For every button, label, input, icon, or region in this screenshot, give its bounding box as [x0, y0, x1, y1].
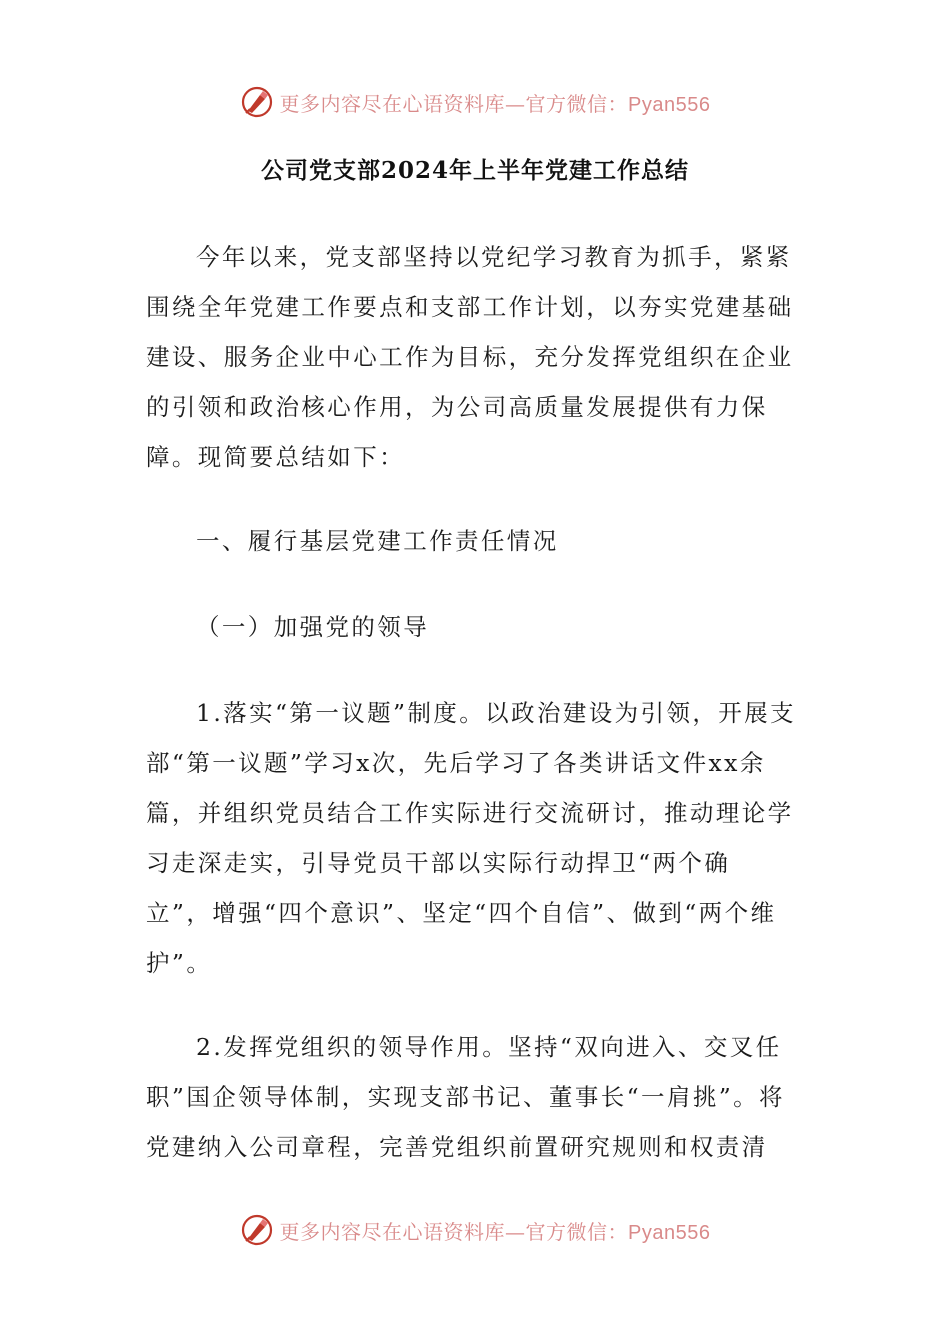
watermark-text: 更多内容尽在心语资料库—官方微信：Pyan556: [279, 1219, 711, 1244]
watermark-wechat-id: Pyan556: [628, 93, 711, 116]
watermark-group: [240, 1213, 711, 1247]
pen-nib-logo-icon: [240, 85, 274, 119]
watermark-wechat-id: Pyan556: [628, 1221, 711, 1244]
watermark-group: [240, 85, 711, 119]
watermark-text: 更多内容尽在心语资料库—官方微信：Pyan556: [279, 91, 711, 116]
footer-watermark: [0, 1210, 950, 1250]
header-watermark: [0, 82, 950, 122]
intro-paragraph: 今年以来，党支部坚持以党纪学习教育为抓手，紧紧围绕全年党建工作要点和支部工作计划，以夯实党建基础建设、服务企业中心工作为目标，充分发挥党组织在企业的引领和政治核心作用，为公司高质量发展提供有力保障。现简要总结如下：: [146, 243, 794, 471]
document-title: 公司党支部2024年上半年党建工作总结: [260, 157, 689, 184]
item-paragraph-2: 2.发挥党组织的领导作用。坚持“双向进入、交叉任职”国企领导体制，实现支部书记、董事长“一肩挑”。将党建纳入公司章程，完善党组织前置研究规则和权责清: [146, 1033, 785, 1161]
pen-nib-logo-icon: [240, 1213, 274, 1247]
section-heading: 一、履行基层党建工作责任情况: [196, 527, 559, 555]
subsection-heading: （一）加强党的领导: [196, 613, 430, 641]
item-paragraph-1: 1.落实“第一议题”制度。以政治建设为引领，开展支部“第一议题”学习x次，先后学习了各类讲话文件xx余篇，并组织党员结合工作实际进行交流研讨，推动理论学习走深走实，引导党员干部以实际行动捍卫“两个确立”，增强“四个意识”、坚定“四个自信”、做到“两个维护”。: [146, 699, 796, 977]
